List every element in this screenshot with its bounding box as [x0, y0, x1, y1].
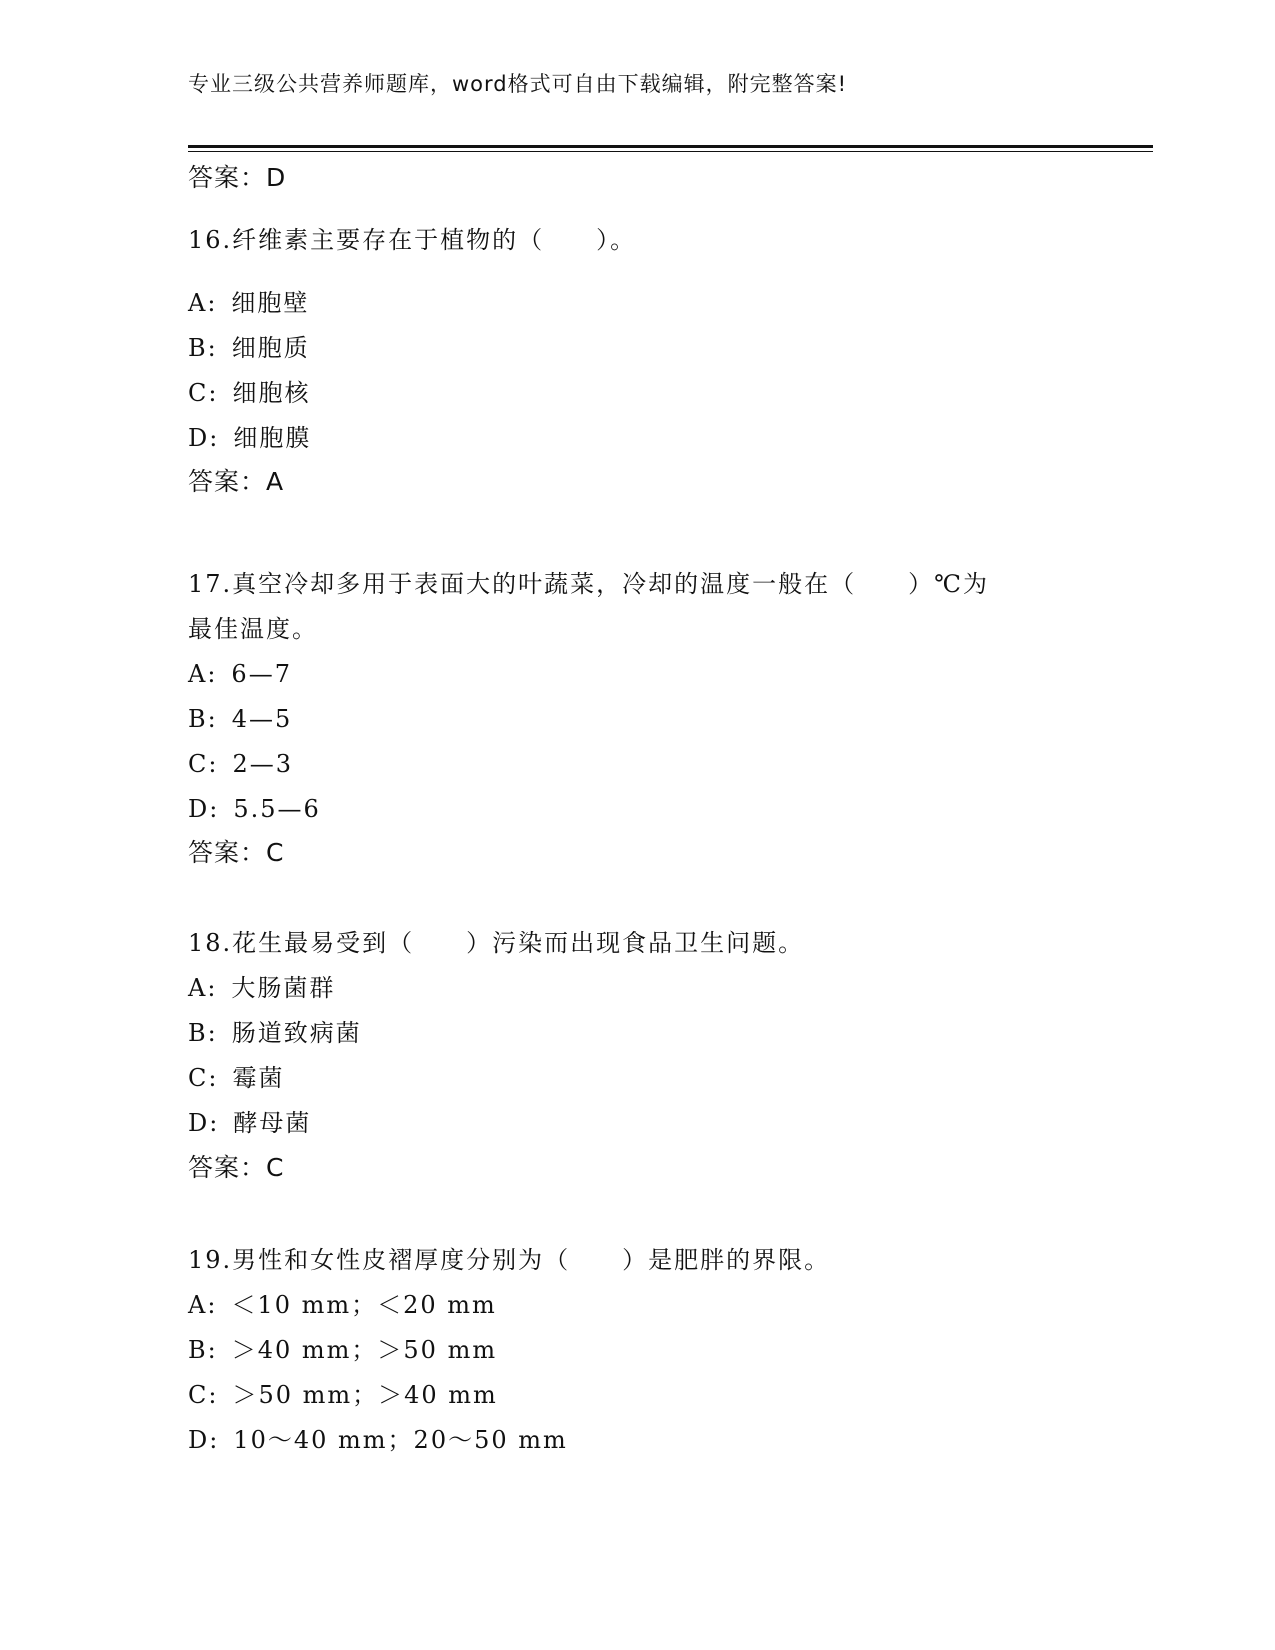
question-17-option-d: [188, 797, 321, 821]
question-18-option-d: [188, 1111, 311, 1135]
question-16-option-a: [188, 291, 309, 315]
option-key: A:: [188, 974, 218, 1002]
option-key: C:: [188, 1064, 219, 1092]
question-18-option-c: [188, 1066, 284, 1090]
question-18-option-b: [188, 1021, 362, 1045]
question-16-stem: 16.纤维素主要存在于植物的（ ）。: [188, 226, 637, 254]
header-divider-thin: [188, 151, 1153, 152]
question-17-stem: 17.真空冷却多用于表面大的叶蔬菜，冷却的温度一般在（ ）℃为: [188, 570, 990, 598]
option-text: 大肠菌群: [231, 974, 336, 1002]
question-18-stem: 18.花生最易受到（ ）污染而出现食品卫生问题。: [188, 929, 805, 957]
option-key: C:: [188, 379, 219, 407]
option-key: D:: [188, 795, 220, 823]
question-17-option-b: [188, 707, 292, 731]
option-key: C:: [188, 750, 219, 778]
option-text: ＞40 mm；＞50 mm: [231, 1336, 498, 1364]
option-text: 4—5: [231, 705, 293, 733]
option-key: D:: [188, 424, 220, 452]
option-text: 细胞质: [231, 334, 310, 362]
option-text: 细胞壁: [231, 289, 310, 317]
option-text: 肠道致病菌: [231, 1019, 362, 1047]
question-18-option-a: [188, 976, 335, 1000]
option-key: D:: [188, 1426, 220, 1454]
option-key: B:: [188, 334, 218, 362]
question-16-answer: 答案：A: [188, 467, 285, 496]
option-text: 5.5—6: [233, 795, 321, 823]
option-key: D:: [188, 1109, 220, 1137]
question-17-option-c: [188, 752, 293, 776]
question-19-stem: 19.男性和女性皮褶厚度分别为（ ）是肥胖的界限。: [188, 1246, 831, 1274]
question-16-option-b: [188, 336, 310, 360]
option-key: C:: [188, 1381, 219, 1409]
option-key: A:: [188, 660, 218, 688]
option-text: 霉菌: [232, 1064, 285, 1092]
option-text: 酵母菌: [233, 1109, 312, 1137]
header-note: 专业三级公共营养师题库，word格式可自由下载编辑，附完整答案!: [188, 72, 848, 96]
option-text: ＞50 mm；＞40 mm: [232, 1381, 498, 1409]
question-16-option-c: [188, 381, 310, 405]
question-17-stem-cont: 最佳温度。: [188, 615, 318, 643]
option-text: 6—7: [231, 660, 292, 688]
question-19-option-d: [188, 1428, 568, 1452]
option-text: 细胞核: [232, 379, 311, 407]
previous-answer: 答案：D: [188, 163, 287, 192]
option-key: A:: [188, 1291, 218, 1319]
option-key: B:: [188, 1019, 218, 1047]
header-divider-thick: [188, 145, 1153, 148]
question-16-option-d: [188, 426, 311, 450]
option-key: B:: [188, 705, 218, 733]
question-18-answer: 答案：C: [188, 1153, 285, 1182]
option-text: 细胞膜: [233, 424, 312, 452]
option-key: B:: [188, 1336, 218, 1364]
question-19-option-b: [188, 1338, 497, 1362]
option-text: ＜10 mm；＜20 mm: [231, 1291, 497, 1319]
option-text: 2—3: [232, 750, 293, 778]
question-17-option-a: [188, 662, 292, 686]
option-text: 10～40 mm；20～50 mm: [233, 1426, 568, 1454]
question-19-option-c: [188, 1383, 498, 1407]
question-17-answer: 答案：C: [188, 838, 285, 867]
question-19-option-a: [188, 1293, 497, 1317]
option-key: A:: [188, 289, 218, 317]
